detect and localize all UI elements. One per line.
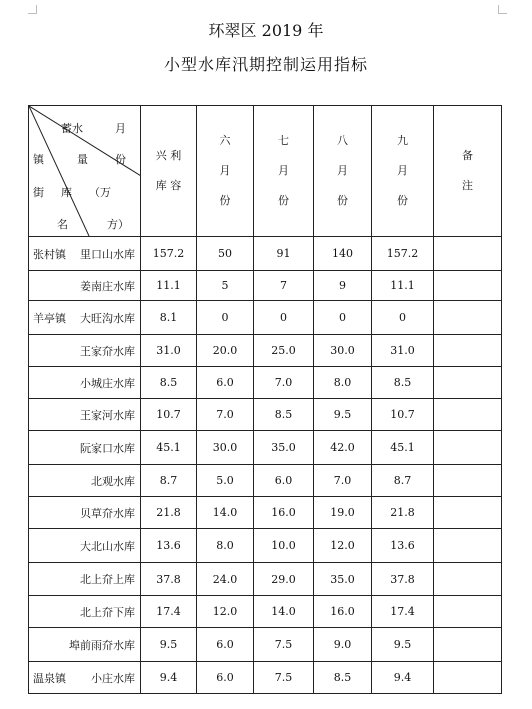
august-cell: 42.0 bbox=[314, 431, 372, 465]
reservoir-name-cell bbox=[29, 367, 141, 399]
table-row bbox=[29, 529, 502, 563]
september-cell: 9.5 bbox=[372, 628, 434, 662]
july-cell: 7.5 bbox=[254, 628, 314, 662]
table-row bbox=[29, 662, 502, 694]
september-cell: 17.4 bbox=[372, 596, 434, 628]
header-month-august-2: 月 bbox=[337, 164, 348, 177]
june-cell: 8.0 bbox=[197, 529, 254, 563]
remark-cell bbox=[434, 399, 502, 431]
september-cell: 11.1 bbox=[372, 271, 434, 301]
header-label-zhen: 镇 bbox=[33, 153, 44, 166]
june-cell: 5.0 bbox=[197, 465, 254, 497]
reservoir-label: 王家夼水库 bbox=[80, 344, 135, 358]
june-cell: 7.0 bbox=[197, 399, 254, 431]
june-cell: 0 bbox=[197, 301, 254, 335]
town-label: 张村镇 bbox=[33, 247, 66, 261]
header-remark-2: 注 bbox=[462, 179, 473, 192]
header-month-july-1: 七 bbox=[278, 134, 289, 147]
reservoir-label: 姜南庄水库 bbox=[80, 279, 135, 293]
document-subtitle: 小型水库汛期控制运用指标 bbox=[163, 55, 368, 74]
remark-cell bbox=[434, 628, 502, 662]
reservoir-label: 北上夼下库 bbox=[80, 605, 135, 619]
crop-mark-top-right bbox=[498, 5, 507, 14]
capacity-cell: 21.8 bbox=[141, 497, 197, 529]
reservoir-label: 小城庄水库 bbox=[80, 376, 135, 390]
september-cell: 37.8 bbox=[372, 563, 434, 596]
capacity-cell: 8.1 bbox=[141, 301, 197, 335]
august-cell: 19.0 bbox=[314, 497, 372, 529]
capacity-cell: 157.2 bbox=[141, 237, 197, 271]
capacity-cell: 9.5 bbox=[141, 628, 197, 662]
table-row bbox=[29, 465, 502, 497]
header-month-june-1: 六 bbox=[219, 134, 231, 147]
capacity-cell: 9.4 bbox=[141, 662, 197, 694]
august-cell: 35.0 bbox=[314, 563, 372, 596]
table-row bbox=[29, 367, 502, 399]
june-cell: 6.0 bbox=[197, 662, 254, 694]
diagonal-header-cell bbox=[29, 106, 141, 237]
reservoir-name-cell bbox=[29, 529, 141, 563]
remark-cell bbox=[434, 237, 502, 271]
header-label-ku: 库 bbox=[61, 186, 72, 199]
june-cell: 14.0 bbox=[197, 497, 254, 529]
table-row bbox=[29, 563, 502, 596]
header-month-july-3: 份 bbox=[278, 194, 289, 207]
july-cell: 7.0 bbox=[254, 367, 314, 399]
july-cell: 7.5 bbox=[254, 662, 314, 694]
june-cell: 50 bbox=[197, 237, 254, 271]
reservoir-name-cell bbox=[29, 399, 141, 431]
table-row bbox=[29, 301, 502, 335]
september-cell: 31.0 bbox=[372, 335, 434, 367]
august-cell: 7.0 bbox=[314, 465, 372, 497]
reservoir-name-cell bbox=[29, 497, 141, 529]
september-cell: 0 bbox=[372, 301, 434, 335]
july-cell: 7 bbox=[254, 271, 314, 301]
capacity-cell: 45.1 bbox=[141, 431, 197, 465]
table-row bbox=[29, 237, 502, 271]
town-label: 温泉镇 bbox=[33, 671, 66, 685]
september-cell: 45.1 bbox=[372, 431, 434, 465]
august-cell: 9 bbox=[314, 271, 372, 301]
header-capacity-line1: 兴 利 bbox=[155, 149, 182, 162]
header-month-august-3: 份 bbox=[337, 194, 348, 207]
reservoir-name-cell bbox=[29, 271, 141, 301]
header-label-yue: 月 bbox=[115, 122, 126, 135]
september-cell: 13.6 bbox=[372, 529, 434, 563]
header-row bbox=[29, 106, 502, 237]
august-cell: 30.0 bbox=[314, 335, 372, 367]
reservoir-label: 大北山水库 bbox=[80, 539, 135, 553]
july-cell: 14.0 bbox=[254, 596, 314, 628]
june-cell: 24.0 bbox=[197, 563, 254, 596]
header-month-august-1: 八 bbox=[337, 134, 348, 147]
reservoir-name-cell bbox=[29, 596, 141, 628]
town-label: 羊亭镇 bbox=[33, 311, 66, 325]
september-cell: 8.7 bbox=[372, 465, 434, 497]
june-cell: 20.0 bbox=[197, 335, 254, 367]
capacity-cell: 13.6 bbox=[141, 529, 197, 563]
september-cell: 9.4 bbox=[372, 662, 434, 694]
remark-cell bbox=[434, 431, 502, 465]
july-cell: 6.0 bbox=[254, 465, 314, 497]
header-month-june bbox=[197, 106, 254, 237]
june-cell: 5 bbox=[197, 271, 254, 301]
reservoir-label: 王家河水库 bbox=[80, 408, 135, 422]
july-cell: 91 bbox=[254, 237, 314, 271]
capacity-cell: 37.8 bbox=[141, 563, 197, 596]
reservoir-name-cell bbox=[29, 335, 141, 367]
header-label-ming: 名 bbox=[57, 218, 68, 231]
reservoir-name-cell bbox=[29, 431, 141, 465]
table-row bbox=[29, 628, 502, 662]
july-cell: 35.0 bbox=[254, 431, 314, 465]
july-cell: 8.5 bbox=[254, 399, 314, 431]
table-row bbox=[29, 335, 502, 367]
august-cell: 9.5 bbox=[314, 399, 372, 431]
august-cell: 140 bbox=[314, 237, 372, 271]
table-row bbox=[29, 431, 502, 465]
header-label-xu: 蓄水 bbox=[61, 122, 83, 135]
header-label-fang: 方） bbox=[107, 218, 129, 231]
header-label-jie: 街 bbox=[33, 186, 44, 199]
reservoir-label: 小庄水库 bbox=[91, 671, 135, 685]
reservoir-table bbox=[28, 105, 502, 694]
remark-cell bbox=[434, 335, 502, 367]
july-cell: 29.0 bbox=[254, 563, 314, 596]
header-month-july-2: 月 bbox=[278, 164, 289, 177]
remark-cell bbox=[434, 497, 502, 529]
remark-cell bbox=[434, 465, 502, 497]
reservoir-name-cell bbox=[29, 628, 141, 662]
reservoir-name-cell bbox=[29, 237, 141, 271]
header-remark bbox=[434, 106, 502, 237]
june-cell: 30.0 bbox=[197, 431, 254, 465]
header-month-june-2: 月 bbox=[219, 164, 231, 177]
september-cell: 8.5 bbox=[372, 367, 434, 399]
header-month-september-2: 月 bbox=[397, 164, 408, 177]
header-label-wan: （万 bbox=[89, 186, 111, 199]
remark-cell bbox=[434, 596, 502, 628]
header-month-july bbox=[254, 106, 314, 237]
table-row bbox=[29, 497, 502, 529]
july-cell: 10.0 bbox=[254, 529, 314, 563]
header-month-september bbox=[372, 106, 434, 237]
reservoir-label: 大旺沟水库 bbox=[80, 311, 135, 325]
july-cell: 16.0 bbox=[254, 497, 314, 529]
document-title: 环翠区 2019 年 bbox=[208, 21, 324, 40]
september-cell: 21.8 bbox=[372, 497, 434, 529]
capacity-cell: 17.4 bbox=[141, 596, 197, 628]
august-cell: 0 bbox=[314, 301, 372, 335]
reservoir-label: 阮家口水库 bbox=[80, 441, 135, 455]
header-month-august bbox=[314, 106, 372, 237]
september-cell: 157.2 bbox=[372, 237, 434, 271]
reservoir-name-cell bbox=[29, 465, 141, 497]
reservoir-label: 北观水库 bbox=[91, 474, 135, 488]
table-row bbox=[29, 399, 502, 431]
june-cell: 6.0 bbox=[197, 367, 254, 399]
crop-mark-top-left bbox=[28, 5, 37, 14]
header-capacity-line2: 库 容 bbox=[155, 179, 182, 192]
header-month-june-3: 份 bbox=[219, 194, 231, 207]
capacity-cell: 8.5 bbox=[141, 367, 197, 399]
june-cell: 6.0 bbox=[197, 628, 254, 662]
june-cell: 12.0 bbox=[197, 596, 254, 628]
header-label-liang: 量 bbox=[77, 153, 88, 166]
reservoir-label: 北上夼上库 bbox=[80, 573, 135, 586]
july-cell: 25.0 bbox=[254, 335, 314, 367]
august-cell: 16.0 bbox=[314, 596, 372, 628]
reservoir-name-cell bbox=[29, 301, 141, 335]
header-month-september-3: 份 bbox=[397, 194, 408, 207]
august-cell: 8.0 bbox=[314, 367, 372, 399]
remark-cell bbox=[434, 529, 502, 563]
remark-cell bbox=[434, 271, 502, 301]
reservoir-label: 里口山水库 bbox=[80, 247, 135, 261]
capacity-cell: 8.7 bbox=[141, 465, 197, 497]
table-row bbox=[29, 596, 502, 628]
capacity-cell: 31.0 bbox=[141, 335, 197, 367]
july-cell: 0 bbox=[254, 301, 314, 335]
remark-cell bbox=[434, 367, 502, 399]
reservoir-name-cell bbox=[29, 662, 141, 694]
august-cell: 9.0 bbox=[314, 628, 372, 662]
reservoir-label: 埠前雨夼水库 bbox=[69, 638, 135, 652]
august-cell: 8.5 bbox=[314, 662, 372, 694]
remark-cell bbox=[434, 662, 502, 694]
header-month-september-1: 九 bbox=[397, 134, 408, 147]
header-capacity bbox=[141, 106, 197, 237]
reservoir-name-cell bbox=[29, 563, 141, 596]
remark-cell bbox=[434, 563, 502, 596]
august-cell: 12.0 bbox=[314, 529, 372, 563]
capacity-cell: 11.1 bbox=[141, 271, 197, 301]
table-row bbox=[29, 271, 502, 301]
september-cell: 10.7 bbox=[372, 399, 434, 431]
remark-cell bbox=[434, 301, 502, 335]
reservoir-label: 贝草夼水库 bbox=[80, 506, 135, 520]
header-remark-1: 备 bbox=[462, 149, 473, 162]
capacity-cell: 10.7 bbox=[141, 399, 197, 431]
header-label-fen: 份 bbox=[115, 153, 126, 166]
